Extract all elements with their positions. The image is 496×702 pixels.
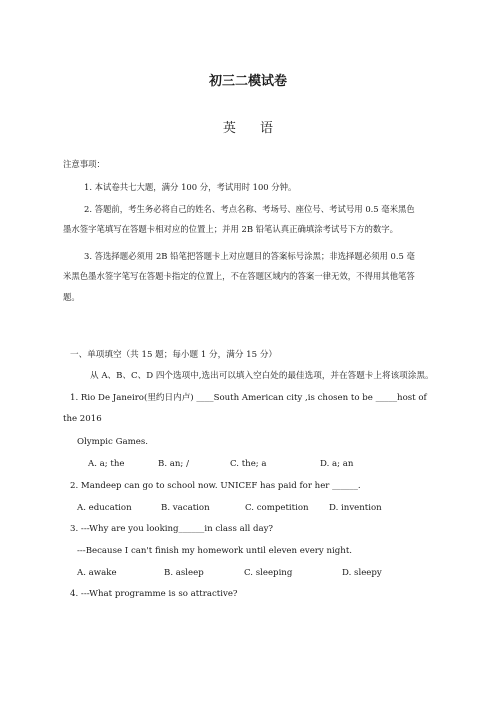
option-a: A. awake xyxy=(77,568,117,578)
option-d: D. sleepy xyxy=(342,568,382,578)
question-1-line-2: the 2016 xyxy=(63,414,102,424)
notice-item-1: 1. 本试卷共七大题，满分 100 分，考试用时 100 分钟。 xyxy=(84,182,297,192)
notice-item-3-line-3: 题。 xyxy=(63,292,80,302)
page-title: 初三二模试卷 xyxy=(208,74,287,89)
notice-item-3-line-2: 米黑色墨水签字笔写在答题卡指定的位置上，不在答题区域内的答案一律无效，不得用其他笔答 xyxy=(63,271,415,281)
question-2-line-1: 2. Mandeep can go to school now. UNICEF has paid for her ______. xyxy=(70,481,361,491)
section-1-instruction: 从 A、B、C、D 四个选项中,选出可以填入空白处的最佳选项，并在答题卡上将该项涂黑。 xyxy=(90,371,434,381)
question-3-line-1: 3. ---Why are you looking______in class all day? xyxy=(70,524,274,534)
option-b: B. asleep xyxy=(164,568,204,578)
option-d: D. a; an xyxy=(320,459,354,469)
option-b: B. an; / xyxy=(158,459,189,469)
subject-heading: 英 语 xyxy=(222,121,284,136)
option-c: C. the; a xyxy=(230,459,267,469)
option-c: C. sleeping xyxy=(244,568,293,578)
question-1-line-1: 1. Rio De Janeiro(里约日内卢) ____South American city ,is chosen to be _____host of xyxy=(70,393,427,403)
notice-item-2-line-1: 2. 答题前，考生务必将自己的姓名、考点名称、考场号、座位号、考试号用 0.5 毫米黑色 xyxy=(84,204,415,214)
notice-heading: 注意事项： xyxy=(63,159,105,169)
option-d: D. invention xyxy=(329,503,382,513)
option-b: B. vacation xyxy=(161,503,210,513)
option-a: A. education xyxy=(77,503,132,513)
option-c: C. competition xyxy=(245,503,309,513)
notice-item-2-line-2: 墨水签字笔填写在答题卡相对应的位置上；并用 2B 铅笔认真正确填涂考试号下方的数字。 xyxy=(63,224,399,234)
notice-item-3-line-1: 3. 答选择题必须用 2B 铅笔把答题卡上对应题目的答案标号涂黑；非选择题必须用 0.5 毫 xyxy=(84,251,415,261)
option-a: A. a; the xyxy=(88,459,125,469)
question-4-line-1: 4. ---What programme is so attractive? xyxy=(70,589,238,599)
section-1-heading: 一、单项填空（共 15 题；每小题 1 分，满分 15 分） xyxy=(70,350,278,360)
question-3-line-2: ---Because I can't finish my homework until eleven every night. xyxy=(77,546,353,556)
question-1-line-3: Olympic Games. xyxy=(77,437,148,447)
